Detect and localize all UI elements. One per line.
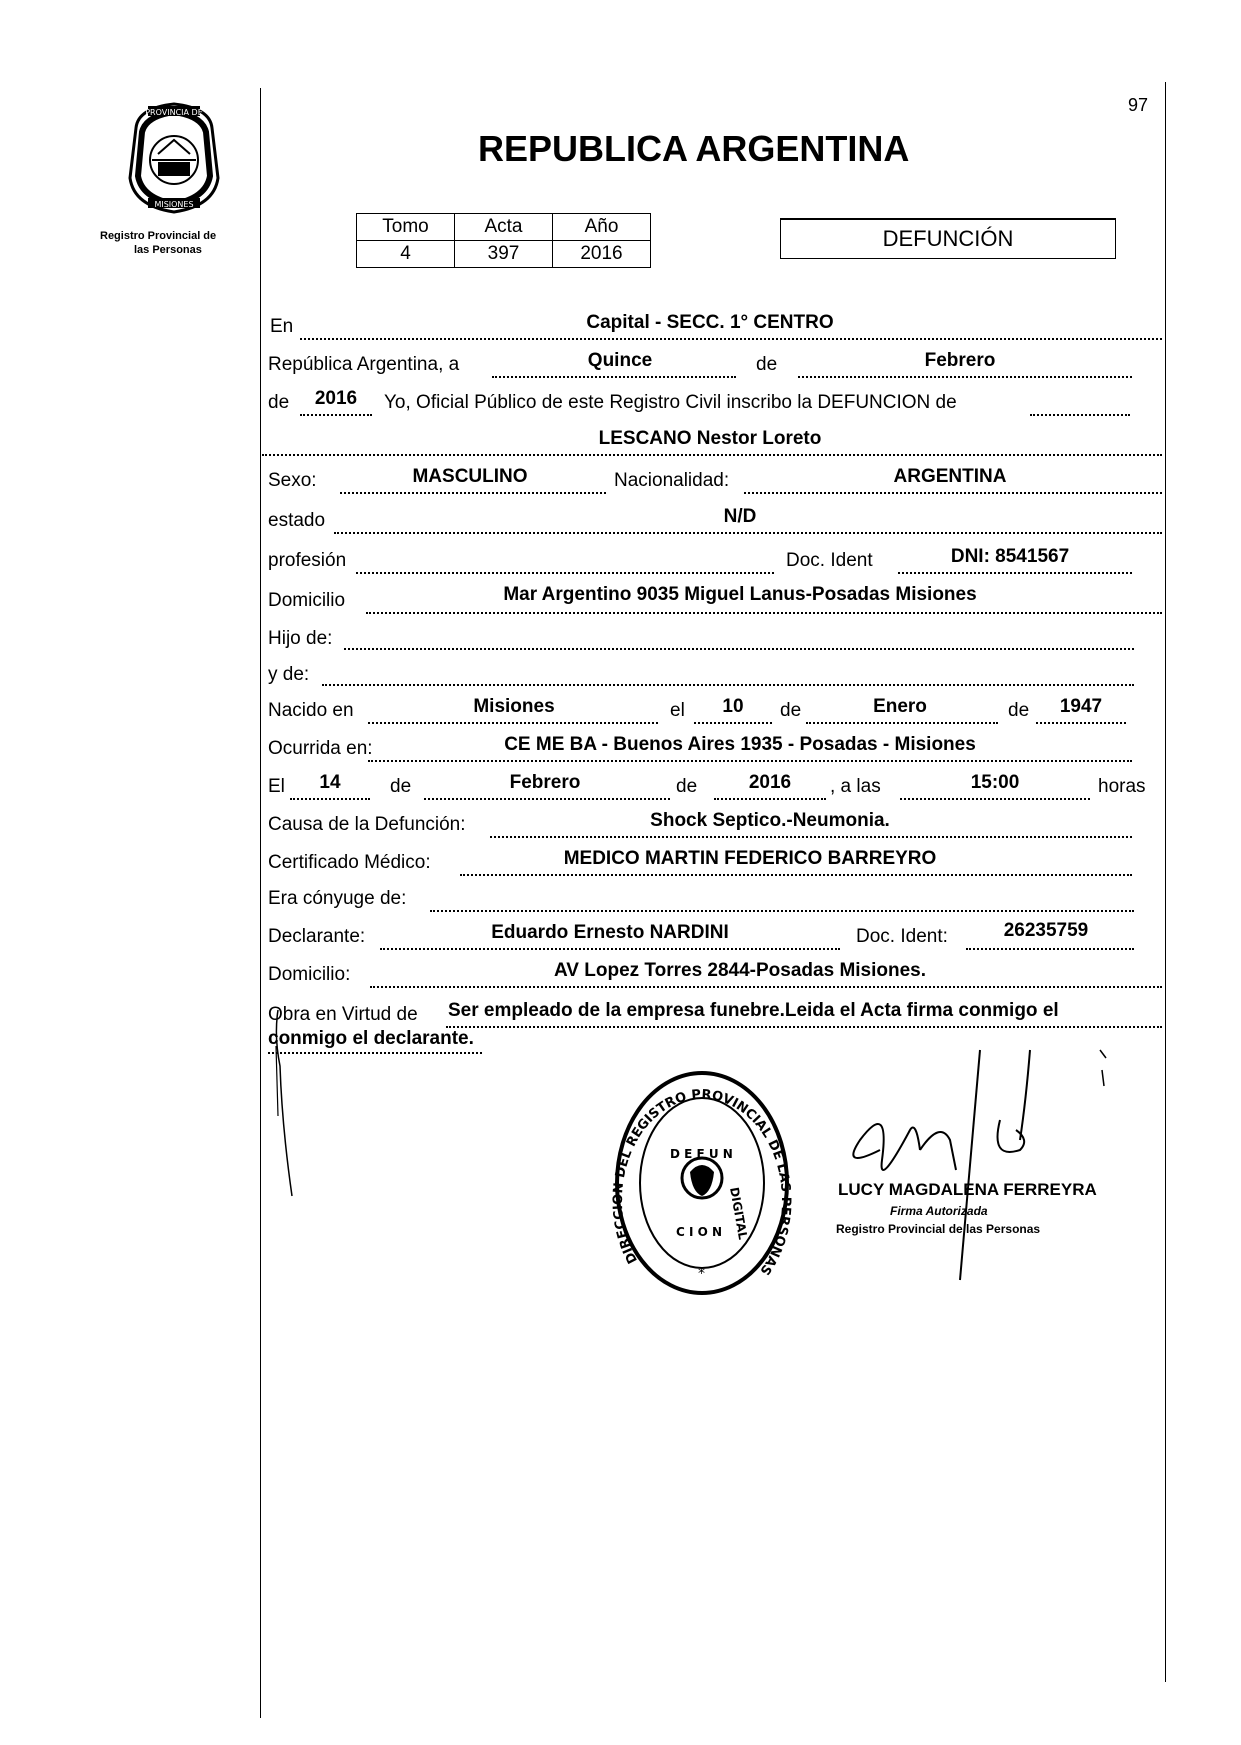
dotline-domicilio: [366, 612, 1162, 614]
value-estado: N/D: [723, 506, 757, 527]
value-hora: 15:00: [970, 772, 1020, 793]
svg-text:DIGITAL: DIGITAL: [727, 1186, 751, 1241]
dotline-ocurrida-en: [368, 760, 1132, 762]
label-declarante: Declarante:: [268, 926, 366, 947]
dotline-y-de: [322, 684, 1134, 686]
label-domicilio: Domicilio: [268, 590, 346, 611]
table-header-acta: Acta: [455, 214, 553, 241]
value-declarante-domicilio: AV Lopez Torres 2844-Posadas Misiones.: [553, 960, 927, 981]
label-y-de: y de:: [268, 664, 310, 685]
label-de-5: de: [390, 776, 412, 797]
registry-caption-1: Registro Provincial de: [100, 230, 217, 242]
dotline-oficial-end: [1030, 414, 1130, 416]
dotline-causa: [490, 836, 1132, 838]
svg-text:DIRECCION DEL REGISTRO PROVINC: DIRECCION DEL REGISTRO PROVINCIAL DE LAS PERSONAS: [612, 1087, 792, 1278]
dotline-declarante: [380, 948, 840, 950]
emblem-icon: [118, 98, 230, 216]
label-a-las: , a las: [830, 776, 881, 797]
label-de-6: de: [676, 776, 698, 797]
value-declarante: Eduardo Ernesto NARDINI: [491, 922, 729, 943]
value-nacimiento-anio: 1947: [1059, 696, 1103, 717]
label-causa: Causa de la Defunción:: [268, 814, 466, 835]
label-en: En: [270, 316, 294, 337]
label-de-2: de: [268, 392, 290, 413]
table-value-anio: 2016: [553, 241, 651, 268]
stamp-icon: [612, 1068, 792, 1298]
dotline-certificado: [460, 874, 1132, 876]
value-causa: Shock Septico.-Neumonia.: [650, 810, 890, 831]
label-doc-ident: Doc. Ident: [786, 550, 873, 571]
signer-role: Firma Autorizada: [890, 1204, 988, 1218]
dotline-conyuge: [430, 910, 1134, 912]
value-nacido-en: Misiones: [473, 696, 555, 717]
value-certificado-medico: MEDICO MARTIN FEDERICO BARREYRO: [563, 848, 937, 869]
value-declarante-doc: 26235759: [1003, 920, 1089, 941]
label-republica: República Argentina, a: [268, 354, 460, 375]
label-domicilio-2: Domicilio:: [268, 964, 351, 985]
value-fallecimiento-mes: Febrero: [509, 772, 581, 793]
dotline-dia: [492, 376, 736, 378]
dotline-declarante-doc: [966, 948, 1134, 950]
dotline-obra-2: [268, 1052, 482, 1054]
dotline-estado: [334, 532, 1162, 534]
value-nacimiento-mes: Enero: [873, 696, 927, 717]
value-nacimiento-dia: 10: [722, 696, 744, 717]
label-certificado: Certificado Médico:: [268, 852, 431, 873]
dotline-mes: [798, 376, 1132, 378]
value-nacionalidad: ARGENTINA: [893, 466, 1007, 487]
label-oficial: Yo, Oficial Público de este Registro Civil inscribo la DEFUNCION de: [384, 392, 957, 413]
label-conyuge: Era cónyuge de:: [268, 888, 407, 909]
value-obra-texto-1: Ser empleado de la empresa funebre.Leida el Acta firma conmigo el: [448, 1000, 1059, 1021]
dotline-nacionalidad: [744, 492, 1162, 494]
document-type-box: [780, 218, 1116, 259]
dotline-documento: [898, 572, 1132, 574]
signer-name: LUCY MAGDALENA FERREYRA: [838, 1180, 1097, 1199]
label-ocurrida-en: Ocurrida en:: [268, 738, 373, 759]
page-number: 97: [1128, 95, 1149, 115]
svg-text:D E F U N: D E F U N: [670, 1147, 733, 1161]
dotline-nombre: [262, 454, 1162, 456]
value-fallecimiento-dia: 14: [319, 772, 341, 793]
page-title: REPUBLICA ARGENTINA: [478, 128, 910, 169]
dotline-nac-anio: [1036, 722, 1126, 724]
label-estado: estado: [268, 510, 326, 531]
signer-office: Registro Provincial de las Personas: [836, 1222, 1041, 1236]
svg-text:*: *: [698, 1266, 705, 1282]
dotline-profesion: [356, 572, 774, 574]
dotline-nacido-en: [368, 722, 658, 724]
svg-text:C I O N: C I O N: [676, 1225, 723, 1239]
label-sexo: Sexo:: [268, 470, 317, 491]
label-de-1: de: [756, 354, 778, 375]
reference-table: [356, 213, 651, 268]
left-margin-rule: [260, 88, 261, 1718]
value-obra-texto-2: conmigo el declarante.: [268, 1028, 474, 1049]
dotline-sexo: [340, 492, 606, 494]
label-nacido-en: Nacido en: [268, 700, 354, 721]
dotline-en: [300, 338, 1162, 340]
value-ocurrida-en: CE ME BA - Buenos Aires 1935 - Posadas - Misiones: [504, 734, 976, 755]
label-el-cap: El: [268, 776, 285, 797]
value-fallecimiento-anio: 2016: [748, 772, 792, 793]
value-documento: DNI: 8541567: [950, 546, 1070, 567]
label-horas: horas: [1098, 776, 1146, 797]
registry-caption-2: las Personas: [134, 244, 202, 256]
value-nombre: LESCANO Nestor Loreto: [598, 428, 822, 449]
dotline-fall-anio: [714, 798, 826, 800]
official-stamp: [612, 1068, 792, 1298]
label-hijo-de: Hijo de:: [268, 628, 333, 649]
label-nacionalidad: Nacionalidad:: [614, 470, 730, 491]
dotline-nac-dia: [694, 722, 772, 724]
svg-text:PROVINCIA DE: PROVINCIA DE: [145, 108, 203, 117]
value-dia-inscripcion: Quince: [587, 350, 653, 371]
dotline-anio: [300, 414, 372, 416]
label-obra-en-virtud: Obra en Virtud de: [268, 1004, 418, 1025]
value-mes-inscripcion: Febrero: [924, 350, 996, 371]
margin-pen-mark: [272, 1006, 300, 1206]
label-profesion: profesión: [268, 550, 347, 571]
value-domicilio: Mar Argentino 9035 Miguel Lanus-Posadas Misiones: [503, 584, 977, 605]
label-de-4: de: [1008, 700, 1030, 721]
dotline-declarante-domicilio: [370, 986, 1162, 988]
dotline-fall-dia: [290, 798, 370, 800]
dotline-hora: [900, 798, 1090, 800]
dotline-nac-mes: [806, 722, 998, 724]
dotline-hijo-de: [344, 648, 1134, 650]
svg-text:MISIONES: MISIONES: [154, 200, 194, 209]
table-value-acta: 397: [455, 241, 553, 268]
document-type: DEFUNCIÓN: [882, 226, 1014, 251]
dotline-obra-1: [446, 1026, 1162, 1028]
dotline-fall-mes: [424, 798, 670, 800]
province-emblem: [118, 98, 230, 216]
table-value-tomo: 4: [357, 241, 455, 268]
right-margin-rule: [1165, 82, 1166, 1682]
value-sexo: MASCULINO: [412, 466, 528, 487]
label-de-3: de: [780, 700, 802, 721]
value-lugar: Capital - SECC. 1° CENTRO: [586, 312, 834, 333]
table-header-anio: Año: [553, 214, 651, 241]
label-el: el: [670, 700, 685, 721]
label-doc-ident-2: Doc. Ident:: [856, 926, 948, 947]
table-header-tomo: Tomo: [357, 214, 455, 241]
value-anio-inscripcion: 2016: [314, 388, 358, 409]
